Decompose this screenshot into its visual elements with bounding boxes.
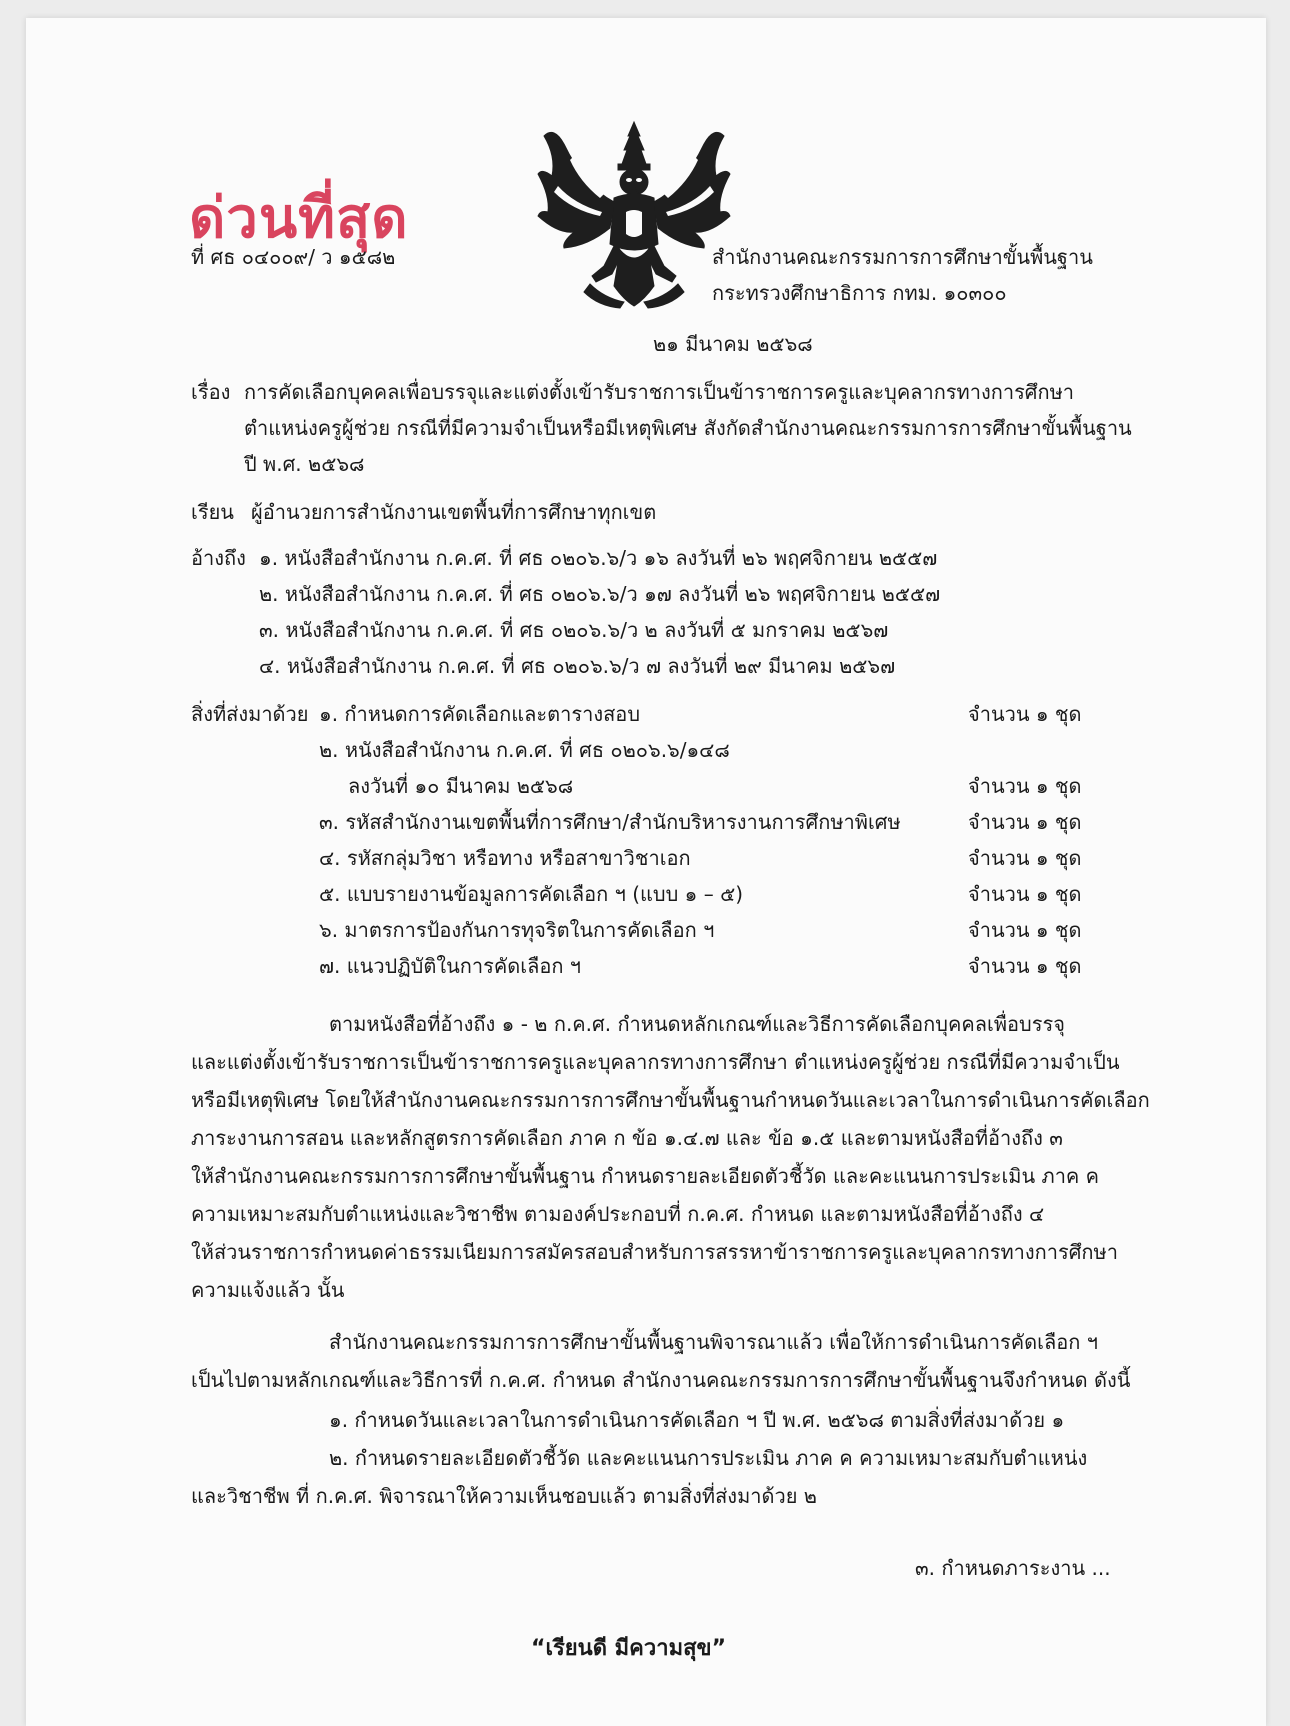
doc-number: ที่ ศธ ๐๔๐๐๙/ ว ๑๕๘๒ (191, 245, 396, 269)
body-line: ความเหมาะสมกับตำแหน่งและวิชาชีพ ตามองค์ประกอบที่ ก.ค.ศ. กำหนด และตามหนังสือที่อ้างถึง ๔ (191, 1202, 1045, 1226)
motto: “เรียนดี มีความสุข” (531, 1636, 727, 1661)
body-line: และแต่งตั้งเข้ารับราชการเป็นข้าราชการครูและบุคลากรทางการศึกษา ตำแหน่งครูผู้ช่วย กรณีที่มีความจำเป็น (191, 1050, 1120, 1074)
issuer-address: กระทรวงศึกษาธิการ กทม. ๑๐๓๐๐ (712, 281, 1007, 305)
enclosure-qty: จำนวน ๑ ชุด (968, 846, 1082, 870)
enclosure-qty: จำนวน ๑ ชุด (968, 954, 1082, 978)
enclosure-item: ๒. หนังสือสำนักงาน ก.ค.ศ. ที่ ศธ ๐๒๐๖.๖/๑๔๘ (319, 738, 730, 762)
issuer-name: สำนักงานคณะกรรมการการศึกษาขั้นพื้นฐาน (712, 245, 1093, 269)
body-line: ตามหนังสือที่อ้างถึง ๑ - ๒ ก.ค.ศ. กำหนดหลักเกณฑ์และวิธีการคัดเลือกบุคคลเพื่อบรรจุ (329, 1012, 1065, 1036)
body-line: ความแจ้งแล้ว นั้น (191, 1278, 345, 1302)
enclosure-qty: จำนวน ๑ ชุด (968, 918, 1082, 942)
body-line: หรือมีเหตุพิเศษ โดยให้สำนักงานคณะกรรมการการศึกษาขั้นพื้นฐานกำหนดวันและเวลาในการดำเนินการคัดเลือก (191, 1088, 1150, 1112)
body-line: ให้สำนักงานคณะกรรมการการศึกษาขั้นพื้นฐาน กำหนดรายละเอียดตัวชี้วัด และคะแนนการประเมิน ภาค ค (191, 1164, 1100, 1188)
to-recipient: ผู้อำนวยการสำนักงานเขตพื้นที่การศึกษาทุกเขต (251, 500, 657, 524)
body-line: เป็นไปตามหลักเกณฑ์และวิธีการที่ ก.ค.ศ. กำหนด สำนักงานคณะกรรมการการศึกษาขั้นพื้นฐานจึงกำหนด ดังนี้ (191, 1368, 1131, 1392)
reference-item: ๑. หนังสือสำนักงาน ก.ค.ศ. ที่ ศธ ๐๒๐๖.๖/ว ๑๖ ลงวันที่ ๒๖ พฤศจิกายน ๒๕๕๗ (259, 546, 938, 570)
subject-line: ปี พ.ศ. ๒๕๖๘ (244, 452, 365, 476)
letter-page (26, 18, 1266, 1726)
reference-item: ๓. หนังสือสำนักงาน ก.ค.ศ. ที่ ศธ ๐๒๐๖.๖/ว ๒ ลงวันที่ ๕ มกราคม ๒๕๖๗ (259, 618, 889, 642)
body-line: ให้ส่วนราชการกำหนดค่าธรรมเนียมการสมัครสอบสำหรับการสรรหาข้าราชการครูและบุคลากรทางการศึกษา (191, 1240, 1118, 1264)
to-label: เรียน (191, 500, 234, 524)
body-line: ๑. กำหนดวันและเวลาในการดำเนินการคัดเลือก ฯ ปี พ.ศ. ๒๕๖๘ ตามสิ่งที่ส่งมาด้วย ๑ (329, 1408, 1065, 1432)
body-line: สำนักงานคณะกรรมการการศึกษาขั้นพื้นฐานพิจารณาแล้ว เพื่อให้การดำเนินการคัดเลือก ฯ (329, 1330, 1098, 1354)
enclosure-item: ๕. แบบรายงานข้อมูลการคัดเลือก ฯ (แบบ ๑ – ๕) (319, 882, 744, 906)
enclosure-item: ๑. กำหนดการคัดเลือกและตารางสอบ (319, 702, 641, 726)
enclosure-item: ๔. รหัสกลุ่มวิชา หรือทาง หรือสาขาวิชาเอก (319, 846, 691, 870)
enclosure-qty: จำนวน ๑ ชุด (968, 702, 1082, 726)
enclosures-label: สิ่งที่ส่งมาด้วย (191, 702, 309, 726)
subject-label: เรื่อง (191, 380, 231, 404)
subject-line: การคัดเลือกบุคคลเพื่อบรรจุและแต่งตั้งเข้ารับราชการเป็นข้าราชการครูและบุคลากรทางการศึกษา (244, 380, 1075, 404)
urgency-stamp: ด่วนที่สุด (189, 186, 409, 251)
letter-date: ๒๑ มีนาคม ๒๕๖๘ (653, 332, 813, 356)
reference-item: ๒. หนังสือสำนักงาน ก.ค.ศ. ที่ ศธ ๐๒๐๖.๖/ว ๑๗ ลงวันที่ ๒๖ พฤศจิกายน ๒๕๕๗ (259, 582, 941, 606)
body-line: ๒. กำหนดรายละเอียดตัวชี้วัด และคะแนนการประเมิน ภาค ค ความเหมาะสมกับตำแหน่ง (329, 1446, 1088, 1470)
enclosure-item: ๗. แนวปฏิบัติในการคัดเลือก ฯ (319, 954, 582, 978)
enclosure-item: ๖. มาตรการป้องกันการทุจริตในการคัดเลือก ฯ (319, 918, 715, 942)
garuda-emblem-icon (534, 116, 734, 312)
subject-line: ตำแหน่งครูผู้ช่วย กรณีที่มีความจำเป็นหรือมีเหตุพิเศษ สังกัดสำนักงานคณะกรรมการการศึกษาขั้นพื้นฐาน (244, 416, 1132, 440)
enclosure-qty: จำนวน ๑ ชุด (968, 882, 1082, 906)
references-label: อ้างถึง (191, 546, 246, 570)
enclosure-item: ลงวันที่ ๑๐ มีนาคม ๒๕๖๘ (348, 774, 574, 798)
body-line: ภาระงานการสอน และหลักสูตรการคัดเลือก ภาค ก ข้อ ๑.๔.๗ และ ข้อ ๑.๕ และตามหนังสือที่อ้างถึง ๓ (191, 1126, 1063, 1150)
body-line: และวิชาชีพ ที่ ก.ค.ศ. พิจารณาให้ความเห็นชอบแล้ว ตามสิ่งที่ส่งมาด้วย ๒ (191, 1484, 817, 1508)
reference-item: ๔. หนังสือสำนักงาน ก.ค.ศ. ที่ ศธ ๐๒๐๖.๖/ว ๗ ลงวันที่ ๒๙ มีนาคม ๒๕๖๗ (259, 654, 896, 678)
enclosure-qty: จำนวน ๑ ชุด (968, 810, 1082, 834)
enclosure-qty: จำนวน ๑ ชุด (968, 774, 1082, 798)
continued-marker: ๓. กำหนดภาระงาน ... (915, 1556, 1111, 1580)
enclosure-item: ๓. รหัสสำนักงานเขตพื้นที่การศึกษา/สำนักบริหารงานการศึกษาพิเศษ (319, 810, 901, 834)
